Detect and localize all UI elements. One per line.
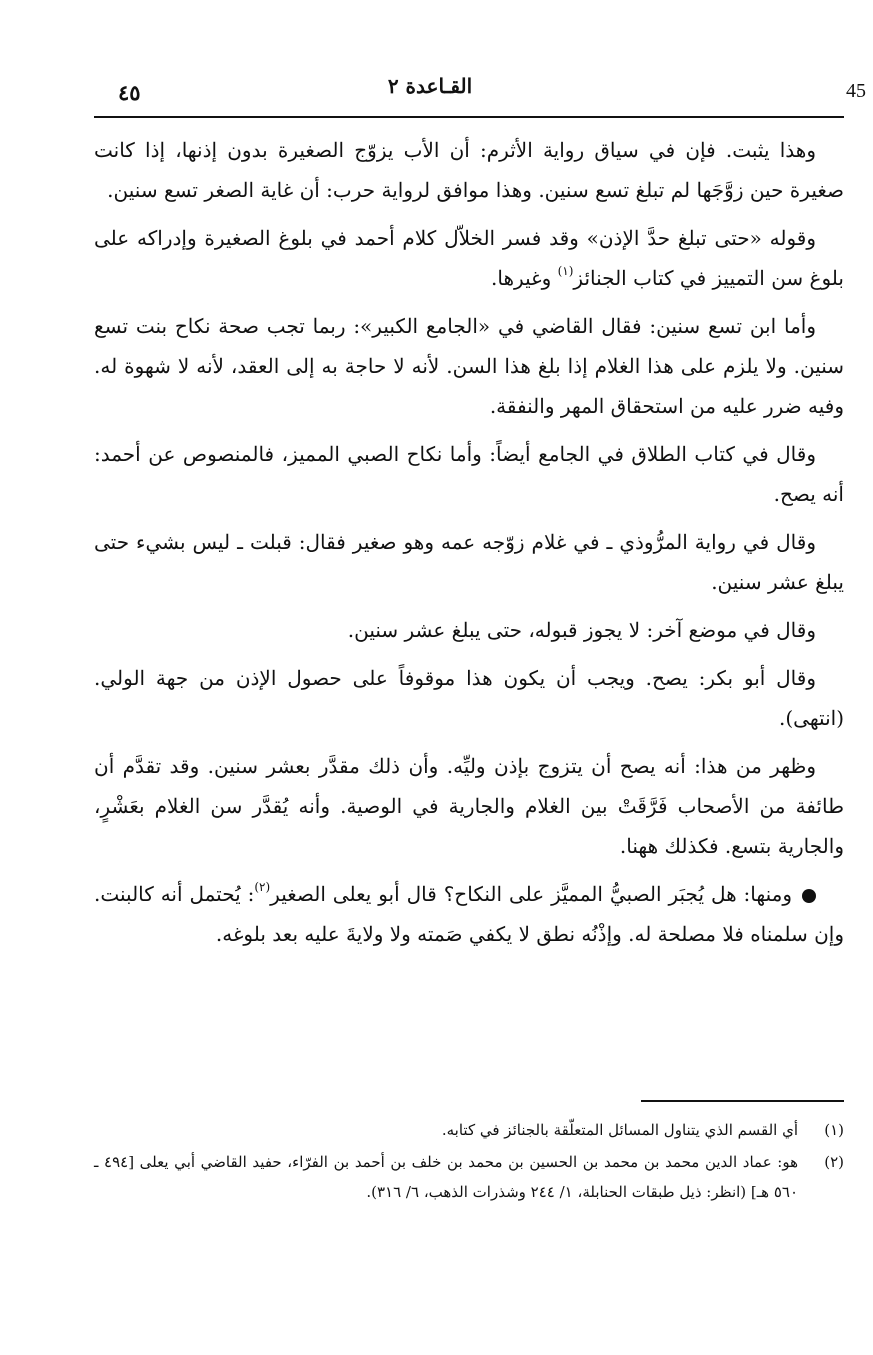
- footnote-2: [94, 1147, 844, 1207]
- paragraph-2: [94, 218, 844, 298]
- paragraph-2-tail: وغيرها.: [491, 266, 558, 290]
- footnote-text: أي القسم الذي يتناول المسائل المتعلّقة بالجنائز في كتابه.: [441, 1121, 798, 1139]
- header-rule: [94, 116, 844, 118]
- paragraph-7: وقال أبو بكر: يصح. ويجب أن يكون هذا موقوفاً على حصول الإذن من جهة الولي. (انتهى).: [94, 666, 844, 730]
- footnote-ref-1[interactable]: (١): [557, 264, 574, 278]
- footnote-number: (٢): [824, 1153, 844, 1171]
- page-number-latin: 45: [846, 80, 866, 102]
- footnote-ref-2[interactable]: (٢): [254, 880, 271, 894]
- footnote-rule: [641, 1100, 844, 1102]
- footnote-1: [94, 1115, 844, 1145]
- paragraph-6: وقال في موضع آخر: لا يجوز قبوله، حتى يبلغ عشر سنين.: [347, 618, 816, 642]
- page-number-arabic: ٤٥: [118, 80, 141, 105]
- footnote-text: هو: عماد الدين محمد بن محمد بن الحسين بن محمد بن خلف بن أحمد بن الفرّاء، حفيد القاضي أبي يعلى [٤٩٤ ـ ٥٦٠ هـ] (انظر: ذيل طبقات الحنابلة، ١/ ٢٤٤ وشذرات الذهب، ٦/ ٣١٦).: [94, 1153, 798, 1201]
- bullet-icon: [802, 889, 816, 903]
- page-header: [0, 60, 873, 120]
- paragraph-9-text: ومنها: هل يُجبَر الصبيُّ المميَّز على النكاح؟ قال أبو يعلى الصغير: [270, 882, 793, 906]
- body-text: [94, 130, 844, 962]
- paragraph-9-tail: : يُحتمل أنه كالبنت. وإن سلمناه فلا مصلحة له. وإذْنُه نطق لا يكفي صَمته ولا ولايةَ عليه بعد بلوغه.: [94, 882, 844, 946]
- paragraph-5: وقال في رواية المرُّوذي ـ في غلام زوّجه عمه وهو صغير فقال: قبلت ـ ليس بشيء حتى يبلغ عشر سنين.: [94, 530, 844, 594]
- paragraph-1: وهذا يثبت. فإن في سياق رواية الأثرم: أن الأب يزوّج الصغيرة بدون إذنها، إذا كانت صغيرة حين زوَّجَها لم تبلغ تسع سنين. وهذا موافق لرواية حرب: أن غاية الصغر تسع سنين.: [94, 138, 844, 202]
- paragraph-2-text: وقوله «حتى تبلغ حدَّ الإذن» وقد فسر الخلاّل كلام أحمد في بلوغ الصغيرة وإدراكه على بلوغ سن التمييز في كتاب الجنائز: [94, 226, 844, 290]
- paragraph-9: [94, 874, 844, 954]
- paragraph-4: وقال في كتاب الطلاق في الجامع أيضاً: وأما نكاح الصبي المميز، فالمنصوص عن أحمد: أنه يصح.: [94, 442, 844, 506]
- footnotes: [94, 1115, 844, 1209]
- paragraph-3: وأما ابن تسع سنين: فقال القاضي في «الجامع الكبير»: ربما تجب صحة نكاح بنت تسع سنين. ولا يلزم على هذا الغلام إذا بلغ هذا السن. لأنه لا حاجة به إلى العقد، لأنه لا شهوة له. وفيه ضرر عليه من استحقاق المهر والنفقة.: [94, 314, 844, 418]
- paragraph-8: وظهر من هذا: أنه يصح أن يتزوج بإذن وليِّه. وأن ذلك مقدَّر بعشر سنين. وقد تقدَّم أن طائفة من الأصحاب فَرَّقَتْ بين الغلام والجارية في الوصية. وأنه يُقدَّر سن الغلام بعَشْرٍ، والجارية بتسع. فكذلك ههنا.: [94, 754, 844, 858]
- running-title: القـاعدة ٢: [387, 74, 473, 98]
- footnote-number: (١): [824, 1121, 844, 1139]
